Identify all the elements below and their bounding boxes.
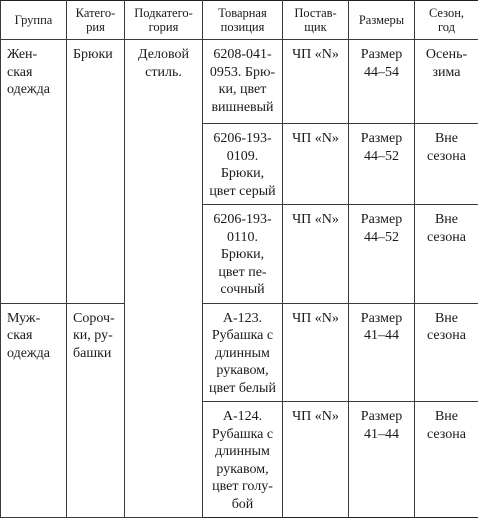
table-row [1,40,478,124]
season-cell: Вне сезона [415,205,478,304]
season-cell: Вне сезона [415,303,478,402]
item-cell: 6206-193- 0109. Брюки, цвет серый [203,124,283,205]
header-sizes: Размеры [349,1,415,40]
supplier-cell: ЧП «N» [283,124,349,205]
header-category: Катего- рия [67,1,125,40]
item-cell: А-123. Рубашка с длинным рукавом, цвет белый [203,303,283,402]
season-cell: Вне сезона [415,124,478,205]
header-group: Группа [1,1,67,40]
header-item: Товарная позиция [203,1,283,40]
season-cell: Вне сезона [415,402,478,518]
category-cell: Сороч- ки, ру- башки [67,303,125,518]
supplier-cell: ЧП «N» [283,40,349,124]
group-cell: Муж- ская одежда [1,303,67,518]
season-cell: Осень- зима [415,40,478,124]
size-cell: Размер 41–44 [349,303,415,402]
size-cell: Размер 44–54 [349,40,415,124]
size-cell: Размер 44–52 [349,124,415,205]
table-row [1,303,478,402]
item-cell: А-124. Рубашка с длинным рукавом, цвет голу- бой [203,402,283,518]
header-season: Сезон, год [415,1,478,40]
header-supplier: Постав- щик [283,1,349,40]
header-subcategory: Подкатего- гория [125,1,203,40]
item-cell: 6206-193- 0110. Брюки, цвет пе- сочный [203,205,283,304]
supplier-cell: ЧП «N» [283,303,349,402]
size-cell: Размер 41–44 [349,402,415,518]
item-cell: 6208-041- 0953. Брю- ки, цвет вишневый [203,40,283,124]
subcategory-cell: Деловой стиль. [125,40,203,518]
supplier-cell: ЧП «N» [283,205,349,304]
header-row [1,1,478,40]
group-cell: Жен- ская одежда [1,40,67,304]
size-cell: Размер 44–52 [349,205,415,304]
supplier-cell: ЧП «N» [283,402,349,518]
category-cell: Брюки [67,40,125,304]
